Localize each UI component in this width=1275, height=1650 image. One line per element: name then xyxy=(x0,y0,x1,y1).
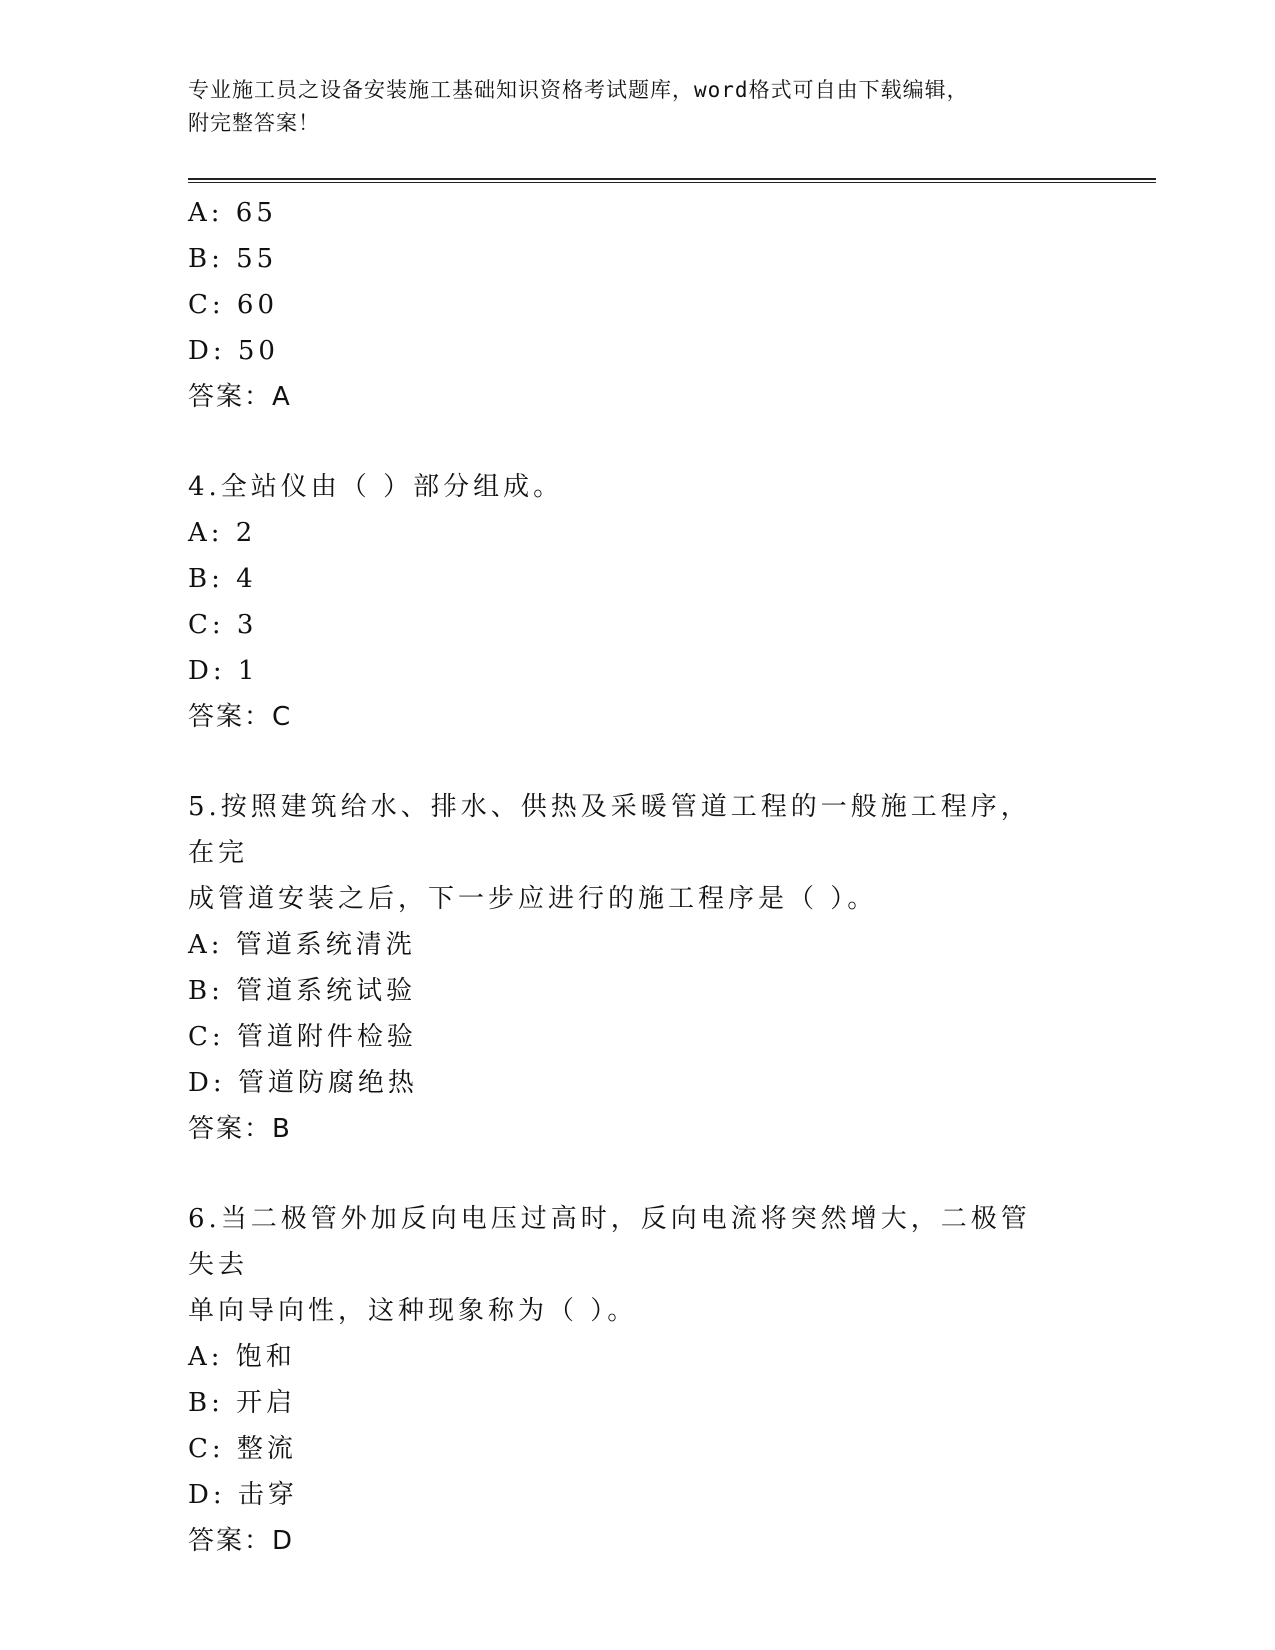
question-6 xyxy=(188,1196,1088,1564)
answer: 答案：D xyxy=(188,1526,295,1556)
header-line-1: 专业施工员之设备安装施工基础知识资格考试题库，word格式可自由下载编辑， xyxy=(188,78,969,102)
option-b: B: 4 xyxy=(188,564,257,594)
question-4 xyxy=(188,464,1088,740)
option-b: B: 55 xyxy=(188,244,278,274)
option-c: C: 3 xyxy=(188,610,258,640)
option-c: C: 管道附件检验 xyxy=(188,1022,417,1052)
question-3 xyxy=(188,190,1088,420)
option-a: A: 65 xyxy=(188,198,277,228)
question-stem-line-1: 6.当二极管外加反向电压过高时，反向电流将突然增大，二极管失去 xyxy=(188,1204,1031,1280)
option-a: A: 管道系统清洗 xyxy=(188,930,416,960)
option-b: B: 开启 xyxy=(188,1388,297,1418)
question-stem-line-2: 单向导向性，这种现象称为（ ）。 xyxy=(188,1296,638,1326)
option-d: D: 50 xyxy=(188,336,279,366)
document-header xyxy=(188,74,1088,140)
option-c: C: 60 xyxy=(188,290,279,320)
answer: 答案：A xyxy=(188,382,292,412)
header-divider xyxy=(188,178,1156,180)
option-a: A: 饱和 xyxy=(188,1342,296,1372)
option-d: D: 管道防腐绝热 xyxy=(188,1068,418,1098)
option-d: D: 击穿 xyxy=(188,1480,298,1510)
answer: 答案：B xyxy=(188,1114,292,1144)
question-stem: 4.全站仪由（ ）部分组成。 xyxy=(188,472,564,502)
option-b: B: 管道系统试验 xyxy=(188,976,417,1006)
option-d: D: 1 xyxy=(188,656,259,686)
question-stem-line-1: 5.按照建筑给水、排水、供热及采暖管道工程的一般施工程序，在完 xyxy=(188,792,1031,868)
question-5 xyxy=(188,784,1088,1152)
header-divider-secondary xyxy=(188,182,1156,183)
option-c: C: 整流 xyxy=(188,1434,297,1464)
answer: 答案：C xyxy=(188,702,293,732)
header-line-2: 附完整答案！ xyxy=(188,111,320,135)
question-stem-line-2: 成管道安装之后，下一步应进行的施工程序是（ ）。 xyxy=(188,884,878,914)
question-list xyxy=(188,190,1088,1564)
option-a: A: 2 xyxy=(188,518,257,548)
